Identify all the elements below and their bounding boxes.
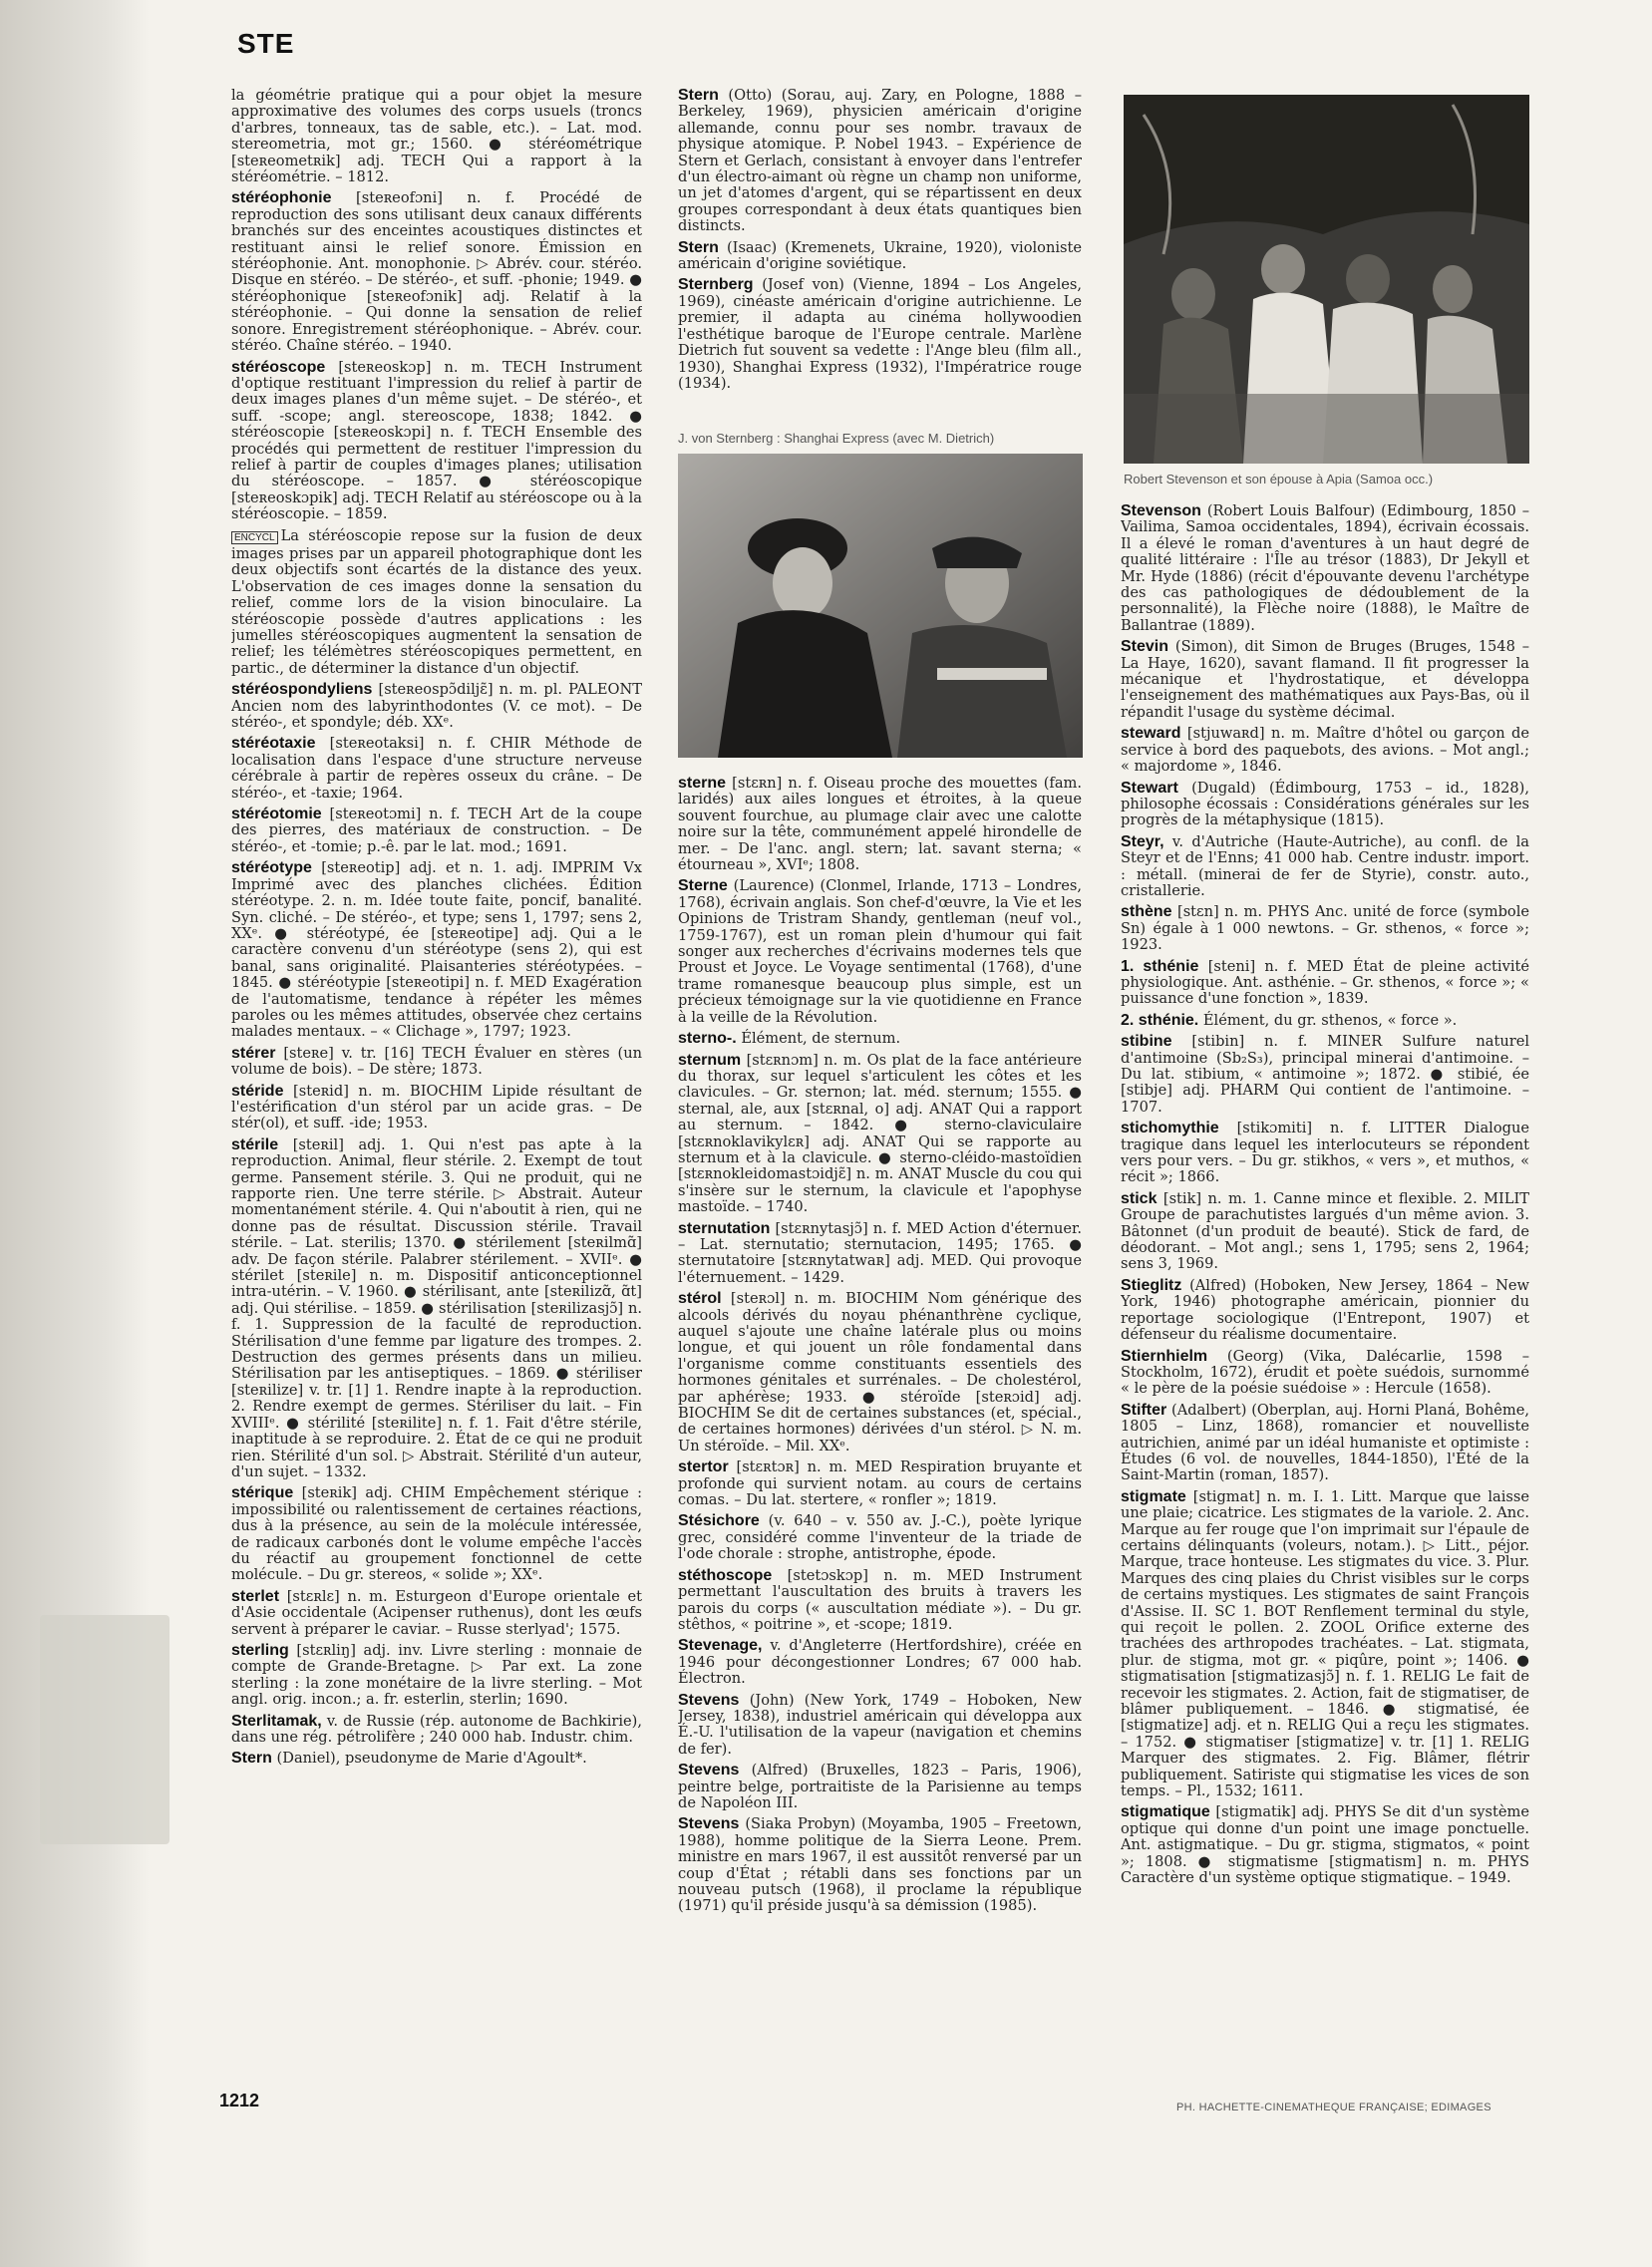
entry-definition: Élément, du gr. sthenos, « force ». bbox=[1202, 1011, 1458, 1029]
entry-headword: sterne bbox=[678, 776, 727, 792]
entry-headword: Steyr, bbox=[1121, 832, 1164, 850]
dictionary-entry bbox=[678, 1763, 1082, 1811]
entry-definition: (Siaka Probyn) (Moyamba, 1905 – Freetown, 1988), homme politique de la Sierra Leone. Prem. ministre en mars 1967, il est aussitôt renversé par un coup d'État ; rétabli dans ses fonctions par un nouveau putsch (1968), il proclame la république (1971) qu'il préside jusqu'à sa démission (1985). bbox=[678, 1815, 1082, 1915]
entry-definition: v. d'Angleterre (Hertfordshire), créée en 1946 pour décongestionner Londres; 67 000 hab. Électron. bbox=[678, 1637, 1082, 1688]
dictionary-entry bbox=[231, 860, 642, 1040]
entry-headword: stéride bbox=[231, 1082, 284, 1100]
dictionary-entry bbox=[1121, 959, 1529, 1008]
entry-definition: [steʀe] v. tr. [16] TECH Évaluer en stères (un volume de bois). – De stère; 1873. bbox=[231, 1044, 642, 1079]
dictionary-entry bbox=[231, 1589, 642, 1638]
entry-headword: stigmate bbox=[1121, 1487, 1186, 1505]
entry-definition: [stikɔmiti] n. f. LITTER Dialogue tragique dans lequel les interlocuteurs se répondent vers pour vers. – Du gr. stikhos, « vers », et muthos, « récit »; 1866. bbox=[1121, 1120, 1529, 1186]
entry-headword: Stevens bbox=[678, 1815, 740, 1833]
entry-definition: [steʀid] n. m. BIOCHIM Lipide résultant de l'estérification d'un stérol par un acide gras. – De stér(ol), et suff. -ide; 1953. bbox=[231, 1082, 642, 1133]
entry-definition: v. d'Autriche (Haute-Autriche), au confl. de la Steyr et de l'Enns; 41 000 hab. Centre industr. import. : métall. (minerai de fer de Styrie), constr. auto., cristallerie. bbox=[1121, 832, 1529, 899]
entry-definition: [stjuwaʀd] n. m. Maître d'hôtel ou garçon de service à bord des paquebots, des avions. – Mot angl.; « majordome », 1846. bbox=[1121, 725, 1529, 776]
entry-definition: (Josef von) (Vienne, 1894 – Los Angeles, 1969), cinéaste américain d'origine autrichienne. Le premier, il adapta au cinéma hollywoodien l'esthétique baroque de l'Europe centrale. Marlène Dietrich fut souvent sa vedette : l'Ange bleu (film all., 1930), Shanghai Express (1932), l'Impératrice rouge (1934). bbox=[678, 276, 1082, 392]
entry-headword: stérique bbox=[231, 1484, 294, 1502]
entry-definition: [steʀeoskɔp] n. m. TECH Instrument d'optique restituant l'impression du relief à partir de deux images planes d'un même sujet. – De stéréo-, et suff. -scope; angl. stereoscope, 1838; 1842. ● stéréoscopie [steʀeoskɔpi] n. f. TECH Ensemble des procédés qui permettent de restituer l'impression du relief à partir de couples d'images planes; utilisation du stéréoscope. – 1857. ● stéréoscopique [steʀeoskɔpik] adj. TECH Relatif au stéréoscope ou à la stéréoscopie. – 1859. bbox=[231, 358, 642, 523]
entry-headword: stibine bbox=[1121, 1033, 1172, 1051]
dictionary-entry bbox=[678, 240, 1082, 273]
dictionary-entry bbox=[678, 1291, 1082, 1455]
entry-headword: Stevin bbox=[1121, 638, 1169, 656]
encyclopedic-note-tag: ENCYCL bbox=[231, 531, 278, 544]
entry-headword: Sterlitamak, bbox=[231, 1712, 322, 1730]
entry-headword: stéréotype bbox=[231, 859, 312, 877]
entry-definition: [steni] n. f. MED État de pleine activité physiologique. Ant. asthénie. – Gr. sthenos, « force »; « puissance d'une fonction », 1839. bbox=[1121, 957, 1529, 1008]
entry-definition: [steʀeotip] adj. et n. 1. adj. IMPRIM Vx Imprimé avec des planches clichées. Édition stéréotype. 2. n. m. Idée toute faite, poncif, banalité. Syn. cliché. – De stéréo-, et type; sens 1, 1797; sens 2, XXᵉ. ● stéréotypé, ée [steʀeotipe] adj. Qui a le caractère convenu d'un stéréotype (sens 2), qui est banal, sans originalité. Plaisanteries stéréotypées. – 1845. ● stéréotypie [steʀeotipi] n. f. MED Exagération de l'automatisme, tendance à répéter les mêmes paroles ou les mêmes attitudes, observée chez certains malades mentaux. – « Clichage », 1797; 1923. bbox=[231, 859, 642, 1041]
entry-headword: stéréophonie bbox=[231, 189, 332, 207]
dictionary-entry bbox=[231, 190, 642, 354]
dictionary-entry bbox=[1121, 834, 1529, 900]
entry-definition: (John) (New York, 1749 – Hoboken, New Jersey, 1838), industriel américain qui développa aux É.-U. l'utilisation de la vapeur (navigation et chemins de fer). bbox=[678, 1691, 1082, 1758]
dictionary-entry bbox=[231, 807, 642, 855]
entry-definition: (Otto) (Sorau, auj. Zary, en Pologne, 1888 – Berkeley, 1969), physicien américain d'origine allemande, connu pour ses nombr. travaux de physique atomique. P. Nobel 1943. – Expérience de Stern et Gerlach, consistant à envoyer dans l'entrefer d'un électro-aimant où règne un champ non uniforme, un jet d'atomes d'argent, qui se répartissent en deux groupes correspondant à deux états quantiques bien distincts. bbox=[678, 88, 1082, 235]
entry-definition: (Dugald) (Édimbourg, 1753 – id., 1828), philosophe écossais : Considérations générales sur les progrès de la métaphysique (1815). bbox=[1121, 779, 1529, 829]
entry-headword: Stevens bbox=[678, 1691, 740, 1709]
entry-definition: [stɛʀlɛ] n. m. Esturgeon d'Europe orientale et d'Asie occidentale (Acipenser ruthenus), dont les œufs servent à préparer le caviar. – Russe sterlyad'; 1575. bbox=[231, 1587, 642, 1638]
dictionary-entry bbox=[1121, 1804, 1529, 1886]
entry-definition: (Isaac) (Kremenets, Ukraine, 1920), violoniste américain d'origine soviétique. bbox=[678, 238, 1082, 273]
entry-headword: stigmatique bbox=[1121, 1803, 1210, 1821]
dictionary-entry bbox=[678, 878, 1082, 1026]
entry-definition: (Adalbert) (Oberplan, auj. Horni Planá, Bohême, 1805 – Linz, 1868), romancier et nouvelliste autrichien, animé par un idéal humaniste et optimiste : Études (6 vol. de nouvelles, 1844-1850), l'Été de la Saint-Martin (roman, 1857). bbox=[1121, 1401, 1529, 1484]
dictionary-entry bbox=[231, 682, 642, 731]
entry-definition: [stigmatik] adj. PHYS Se dit d'un système optique qui donne d'un point une image ponctuelle. Ant. astigmatique. – Du gr. stigma, stigmatos, « point »; 1808. ● stigmatisme [stigmatism] n. m. PHYS Caractère d'un système optique stigmatique. – 1949. bbox=[1121, 1803, 1529, 1887]
entry-definition: (Alfred) (Hoboken, New Jersey, 1864 – New York, 1946) photographe américain, pionnier du reportage sociologique (l'Entrepont, 1907) et défenseur du réalisme documentaire. bbox=[1121, 1276, 1529, 1344]
entry-definition: [stibin] n. f. MINER Sulfure naturel d'antimoine (Sb₂S₃), principal minerai d'antimoine. – Du lat. stibium, « antimoine »; 1872. ● stibié, ée [stibje] adj. PHARM Qui contient de l'antimoine. – 1707. bbox=[1121, 1033, 1529, 1116]
dictionary-entry bbox=[1121, 904, 1529, 953]
entry-headword: stérile bbox=[231, 1135, 279, 1153]
entry-definition: (Georg) (Vika, Dalécarlie, 1598 – Stockholm, 1672), érudit et poète suédois, surnommé « le père de la poésie suédoise » : Hercule (1658). bbox=[1121, 1347, 1529, 1398]
entry-headword: Stifter bbox=[1121, 1401, 1167, 1419]
dictionary-entry bbox=[231, 1643, 642, 1709]
dictionary-entry bbox=[1121, 1034, 1529, 1116]
entry-definition: (Laurence) (Clonmel, Irlande, 1713 – Londres, 1768), écrivain anglais. Son chef-d'œuvre, la Vie et les Opinions de Tristram Shandy, gentleman (neuf vol., 1759-1767), est un roman plein d'humour qui fait songer aux recherches d'écrivains modernes tels que Proust et Joyce. Le Voyage sentimental (1768), d'une trame romanesque beaucoup plus simple, est un précieux témoignage sur la vie quotidienne en France à la veille de la Révolution. bbox=[678, 877, 1082, 1026]
dictionary-entry bbox=[678, 776, 1082, 873]
entry-headword: Sterne bbox=[678, 877, 728, 895]
entry-headword: Stieglitz bbox=[1121, 1276, 1182, 1294]
dictionary-entry bbox=[1121, 781, 1529, 829]
dictionary-entry bbox=[1121, 1489, 1529, 1800]
dictionary-entry bbox=[1121, 639, 1529, 721]
column-middle-bottom bbox=[678, 776, 1082, 2082]
dictionary-entry bbox=[678, 1816, 1082, 1914]
entry-headword: sthène bbox=[1121, 903, 1172, 921]
dictionary-entry bbox=[1121, 503, 1529, 634]
entry-definition: La stéréoscopie repose sur la fusion de deux images prises par un appareil photographique dont les deux objectifs sont écartés de la distance des yeux. L'observation de ces images donne la sensation du relief, comme lors de la vision binoculaire. La stéréoscopie possède d'autres applications : les jumelles stéréoscopiques augmentent la sensation de relief; les télémètres stéréoscopiques permettent, en partic., de déterminer la distance d'un objectif. bbox=[231, 526, 642, 677]
page-number: 1212 bbox=[219, 2091, 260, 2110]
entry-headword: stichomythie bbox=[1121, 1120, 1219, 1137]
entry-headword: sternum bbox=[678, 1051, 742, 1069]
entry-headword: stéthoscope bbox=[678, 1566, 773, 1584]
entry-definition: [stɛʀn] n. f. Oiseau proche des mouettes (fam. laridés) aux ailes longues et étroites, à la queue souvent fourchue, au plumage clair avec une calotte noire sur la tête, communément appelé hirondelle de mer. – De l'anc. angl. stern; lat. savant sterna; « étourneau », XVIᵉ; 1808. bbox=[678, 776, 1082, 874]
entry-definition: (Robert Louis Balfour) (Édimbourg, 1850 – Vailima, Samoa occidentales, 1894), écrivain écossais. Il a élevé le roman d'aventures à un haut degré de qualité littéraire : l'Île au trésor (1883), Dr Jekyll et Mr. Hyde (1886) (récit d'épouvante devenu l'archétype des cas pathologiques de dédoublement de la personnalité), la Flèche noire (1888), le Maître de Ballantrae (1889). bbox=[1121, 503, 1529, 634]
dictionary-entry bbox=[231, 1751, 642, 1767]
entry-headword: 1. sthénie bbox=[1121, 957, 1199, 975]
entry-definition: [stetɔskɔp] n. m. MED Instrument permettant l'auscultation des bruits à travers les parois du corps (« auscultation médiate »). – Du gr. stêthos, « poitrine », et -scope; 1819. bbox=[678, 1566, 1082, 1633]
entry-definition: [stɛʀtɔʀ] n. m. MED Respiration bruyante et profonde qui survient notam. au cours de certains comas. – Du lat. stertere, « ronfler »; 1819. bbox=[678, 1458, 1082, 1509]
entry-definition: [steʀeospɔ̃diljɛ̃] n. m. pl. PALEONT Ancien nom des labyrinthodontes (V. ce mot). – De stéréo-, et spondyle; déb. XXᵉ. bbox=[231, 681, 642, 732]
entry-headword: stick bbox=[1121, 1189, 1157, 1207]
adjacent-page-bleed bbox=[20, 618, 135, 1216]
entry-definition: (Daniel), pseudonyme de Marie d'Agoult*. bbox=[276, 1750, 587, 1768]
entry-headword: steward bbox=[1121, 725, 1181, 743]
dictionary-entry bbox=[231, 88, 642, 185]
dictionary-entry bbox=[1121, 1278, 1529, 1344]
dictionary-entry bbox=[1121, 1013, 1529, 1029]
dictionary-entry bbox=[231, 1714, 642, 1747]
dictionary-entry bbox=[231, 1485, 642, 1583]
entry-headword: Stern bbox=[678, 238, 719, 256]
entry-definition: (Alfred) (Bruxelles, 1823 – Paris, 1906), peintre belge, portraitiste de la Parisienne au temps de Napoléon III. bbox=[678, 1762, 1082, 1811]
stevenson-photo-caption: Robert Stevenson et son épouse à Apia (Samoa occ.) bbox=[1124, 472, 1434, 486]
dictionary-entry bbox=[231, 528, 642, 678]
dictionary-entry bbox=[231, 1137, 642, 1481]
entry-headword: 2. sthénie. bbox=[1121, 1011, 1199, 1029]
entry-definition: v. de Russie (rép. autonome de Bachkirie), dans une rég. pétrolifère ; 240 000 hab. Industr. chim. bbox=[231, 1712, 642, 1746]
entry-headword: stérol bbox=[678, 1290, 722, 1308]
entry-headword: Sternberg bbox=[678, 276, 754, 294]
column-left bbox=[231, 88, 642, 2082]
dictionary-entry bbox=[678, 1031, 1082, 1047]
entry-headword: Stésichore bbox=[678, 1512, 760, 1530]
entry-definition: [stɛʀnytasjɔ̃] n. f. MED Action d'éternuer. – Lat. sternutatio; sternutacion, 1495; 1765. ● sternutatoire [stɛʀnytatwaʀ] adj. MED. Qui provoque l'éternuement. – 1429. bbox=[678, 1219, 1082, 1286]
entry-headword: sterlet bbox=[231, 1587, 280, 1605]
entry-definition: [steʀik] adj. CHIM Empêchement stérique : impossibilité ou ralentissement de certaines réactions, dus à la présence, au sein de la molécule intéressée, de radicaux carbonés dont le volume empêche l'accès du réactif au groupement fonctionnel de cette molécule. – Du gr. stereos, « solide »; XXᵉ. bbox=[231, 1484, 642, 1584]
entry-definition: Élément, de sternum. bbox=[741, 1030, 901, 1048]
dictionary-entry bbox=[231, 1084, 642, 1133]
entry-headword: stérer bbox=[231, 1044, 276, 1062]
entry-definition: [stɛn] n. m. PHYS Anc. unité de force (symbole Sn) égale à 1 000 newtons. – Gr. sthenos, « force »; 1923. bbox=[1121, 903, 1529, 954]
entry-headword: Stevenage, bbox=[678, 1637, 763, 1655]
entry-definition: [stɛʀliŋ] adj. inv. Livre sterling : monnaie de compte de Grande-Bretagne. ▷ Par ext. La zone sterling : la zone monétaire de la livre sterling. – Mot angl. orig. incon.; a. fr. esterlin, sterlin; 1690. bbox=[231, 1641, 642, 1709]
entry-headword: sterling bbox=[231, 1641, 289, 1659]
adjacent-page-photo bbox=[40, 1615, 169, 1844]
entry-definition: [steʀɔl] n. m. BIOCHIM Nom générique des alcools dérivés du noyau phénanthrène cyclique, auquel s'ajoute une chaîne latérale plus ou moins longue, et qui jouent un rôle fondamental dans l'organisme comme constituants essentiels des hormones génitales et surrénales. – De cholestérol, par aphérèse; 1933. ● stéroïde [steʀɔid] adj. BIOCHIM Se dit de certaines substances (et, spécial., de certaines hormones) dérivées d'un stérol. ▷ N. m. Un stéroïde. – Mil. XXᵉ. bbox=[678, 1290, 1082, 1455]
sternberg-film-still-photo bbox=[678, 454, 1083, 758]
dictionary-entry bbox=[678, 1693, 1082, 1759]
entry-headword: stéréotomie bbox=[231, 806, 322, 823]
entry-headword: stéréospondyliens bbox=[231, 681, 373, 699]
dictionary-entry bbox=[231, 360, 642, 523]
stevenson-samoa-photo bbox=[1124, 95, 1529, 464]
dictionary-entry bbox=[678, 1221, 1082, 1287]
entry-definition: [stigmat] n. m. I. 1. Litt. Marque que laisse une plaie; cicatrice. Les stigmates de la variole. 2. Anc. Marque au fer rouge que l'on imprimait sur l'épaule de certains délinquants (voleurs, notam.). ▷ Litt., péjor. Marque, trace honteuse. Les stigmates du vice. 3. Plur. Marques des cinq plaies du Christ visibles sur le corps de certains mystiques. Les stigmates de saint François d'Assise. II. SC 1. BOT Renflement terminal du style, qui reçoit le pollen. 2. ZOOL Orifice externe des trachées des arthropodes trachéates. – Lat. stigmata, plur. de stigma, mot gr. « piqûre, point »; 1406. ● stigmatisation [stigmatizasjɔ̃] n. f. 1. RELIG Le fait de recevoir les stigmates. 2. Action, fait de stigmatiser, de blâmer publiquement. – 1846. ● stigmatisé, ée [stigmatize] adj. et n. RELIG Qui a reçu les stigmates. – 1752. ● stigmatiser [stigmatize] v. tr. [1] 1. RELIG Marquer des stigmates. 2. Fig. Blâmer, flétrir publiquement. Satiriste qui stigmatise les vices de son temps. – Pl., 1532; 1611. bbox=[1121, 1487, 1529, 1800]
entry-definition: [steʀil] adj. 1. Qui n'est pas apte à la reproduction. Animal, fleur stérile. 2. Exempt de tout germe. Pansement stérile. 3. Qui ne produit, qui ne rapporte rien. Une terre stérile. ▷ Abstrait. Auteur momentanément stérile. 4. Qui n'aboutit à rien, qui ne donne pas de résultat. Discussion stérile. Travail stérile. – Lat. sterilis; 1370. ● stérilement [steʀilmɑ̃] adv. De façon stérile. Palabrer stérilement. – XVIIᵉ. ● stérilet [steʀile] n. m. Dispositif anticonceptionnel intra-utérin. – V. 1960. ● stérilisant, ante [steʀilizɑ̃, ɑ̃t] adj. Qui stérilise. – 1859. ● stérilisation [steʀilizasjɔ̃] n. f. 1. Suppression de la faculté de reproduction. Stérilisation d'une femme par ligature des trompes. 2. Destruction des germes présents dans un milieu. Stérilisation par les antiseptiques. – 1869. ● stériliser [steʀilize] v. tr. [1] 1. Rendre inapte à la reproduction. 2. Rendre exempt de germes. Stériliser du lait. – Fin XVIIIᵉ. ● stérilité [steʀilite] n. f. 1. Fait d'être stérile, inaptitude à se reproduire. 2. État de ce qui ne produit rien. Stérilité d'un sol. ▷ Abstrait. Stérilité d'un auteur, d'un sujet. – 1332. bbox=[231, 1135, 642, 1480]
dictionary-entry bbox=[1121, 1349, 1529, 1398]
column-right bbox=[1121, 503, 1529, 2079]
entry-headword: stéréotaxie bbox=[231, 735, 316, 753]
dictionary-entry bbox=[231, 736, 642, 802]
entry-definition: [steʀeotɔmi] n. f. TECH Art de la coupe des pierres, des matériaux de construction. – De stéréo-, et -tomie; p.-ê. par le lat. mod.; 1691. bbox=[231, 806, 642, 855]
dictionary-entry bbox=[1121, 1403, 1529, 1484]
dictionary-entry bbox=[678, 1459, 1082, 1508]
dictionary-entry bbox=[678, 88, 1082, 235]
column-middle-top bbox=[678, 88, 1082, 427]
entry-headword: Stiernhielm bbox=[1121, 1347, 1208, 1365]
entry-headword: stertor bbox=[678, 1458, 729, 1476]
dictionary-entry bbox=[231, 1046, 642, 1079]
dictionary-entry bbox=[1121, 1191, 1529, 1273]
photo-credit: PH. HACHETTE-CINEMATHEQUE FRANÇAISE; EDIMAGES bbox=[1176, 2102, 1491, 2113]
dictionary-entry bbox=[678, 277, 1082, 392]
running-head: STE bbox=[237, 28, 295, 59]
entry-definition: [stɛʀnɔm] n. m. Os plat de la face antérieure du thorax, sur lequel s'articulent les côtes et les clavicules. – Gr. sternon; lat. méd. sternum; 1555. ● sternal, ale, aux [stɛʀnal, o] adj. ANAT Qui a rapport au sternum. – 1842. ● sterno-claviculaire [stɛʀnoklavikylɛʀ] adj. ANAT Qui se rapporte au sternum et à la clavicule. ● sterno-cléido-mastoïdien [stɛʀnokleidomastɔidjɛ̃] n. m. ANAT Muscle du cou qui s'insère sur le sternum, la clavicule et l'apophyse mastoïde. – 1740. bbox=[678, 1051, 1082, 1216]
entry-definition: [steʀeotaksi] n. f. CHIR Méthode de localisation dans l'espace d'une structure nerveuse cérébrale à partir de repères osseux du crâne. – De stéréo-, et -taxie; 1964. bbox=[231, 735, 642, 802]
dictionary-entry bbox=[1121, 1121, 1529, 1186]
entry-definition: la géométrie pratique qui a pour objet la mesure approximative des volumes des corps usuels (troncs d'arbres, tonneaux, tas de sable, etc.). – Lat. mod. stereometria, mot gr.; 1560. ● stéréométrique [steʀeometʀik] adj. TECH Qui a rapport à la stéréométrie. – 1812. bbox=[231, 88, 642, 186]
sternberg-photo-caption: J. von Sternberg : Shanghai Express (avec M. Dietrich) bbox=[678, 431, 995, 446]
entry-definition: [steʀeofɔni] n. f. Procédé de reproduction des sons utilisant deux canaux différents branchés sur des enceintes acoustiques distinctes et restituant ainsi le relief sonore. Émission en stéréophonie. Ant. monophonie. ▷ Abrév. cour. stéréo. Disque en stéréo. – De stéréo-, et suff. -phonie; 1949. ● stéréophonique [steʀeofɔnik] adj. Relatif à la stéréophonie. – Qui donne la sensation de relief sonore. Enregistrement stéréophonique. – Abrév. cour. stéréo. Chaîne stéréo. – 1940. bbox=[231, 189, 642, 355]
entry-definition: (v. 640 – v. 550 av. J.-C.), poète lyrique grec, considéré comme l'inventeur de la triade de l'ode chorale : strophe, antistrophe, épode. bbox=[678, 1512, 1082, 1563]
entry-headword: sterno-. bbox=[678, 1030, 737, 1048]
dictionary-entry bbox=[678, 1638, 1082, 1687]
dictionary-entry bbox=[678, 1513, 1082, 1562]
dictionary-entry bbox=[678, 1053, 1082, 1216]
entry-headword: Stern bbox=[231, 1750, 272, 1768]
entry-definition: [stik] n. m. 1. Canne mince et flexible. 2. MILIT Groupe de parachutistes largués d'un même avion. 3. Bâtonnet (d'un produit de beauté). Stick de fard, de déodorant. – Mot angl.; sens 1, 1795; sens 2, 1964; sens 3, 1969. bbox=[1121, 1189, 1529, 1273]
entry-headword: Stevenson bbox=[1121, 503, 1201, 519]
entry-headword: stéréoscope bbox=[231, 358, 326, 376]
dictionary-entry bbox=[1121, 726, 1529, 775]
entry-definition: (Simon), dit Simon de Bruges (Bruges, 1548 – La Haye, 1620), savant flamand. Il fit progresser la mécanique et l'hydrostatique, et développa l'enseignement des mathématiques aux Pays-Bas, où il répandit l'usage du système décimal. bbox=[1121, 638, 1529, 721]
entry-headword: Stewart bbox=[1121, 779, 1178, 797]
entry-headword: Stern bbox=[678, 88, 719, 104]
dictionary-entry bbox=[678, 1568, 1082, 1634]
entry-headword: sternutation bbox=[678, 1219, 771, 1237]
entry-headword: Stevens bbox=[678, 1762, 740, 1780]
